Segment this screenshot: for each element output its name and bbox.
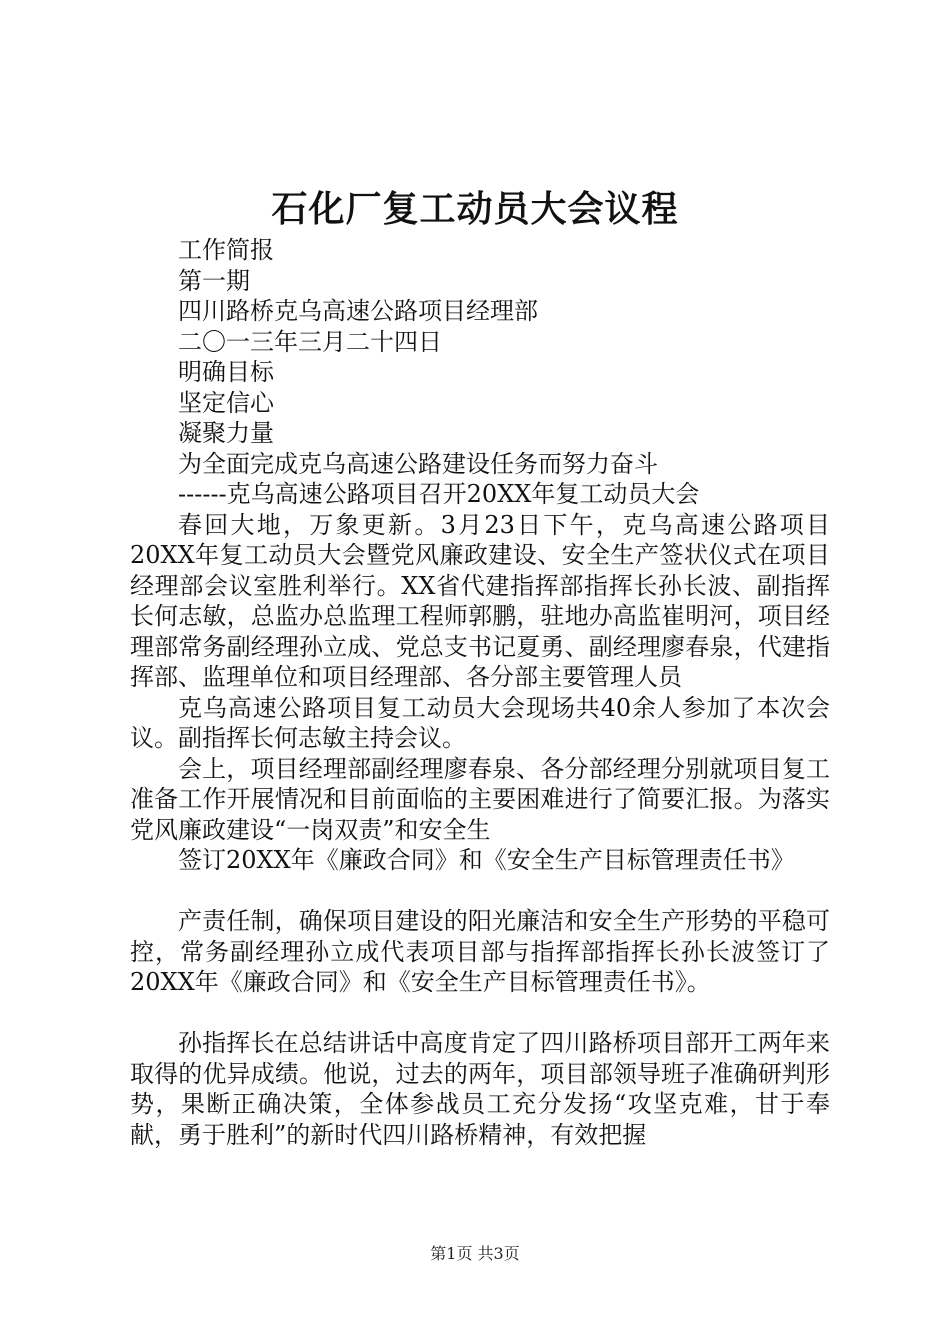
document-title: 石化厂复工动员大会议程 bbox=[271, 188, 679, 230]
paragraph-signing-caption: 签订20XX年《廉政合同》和《安全生产目标管理责任书》 bbox=[178, 846, 795, 874]
header-line-motto: 为全面完成克乌高速公路建设任务而努力奋斗 bbox=[178, 449, 658, 478]
paragraph-opening: 春回大地，万象更新。3月23日下午，克乌高速公路项目20XX年复工动员大会暨党风廉政建设、安全生产签状仪式在项目经理部会议室胜利举行。XX省代建指挥部指挥长孙长波、副指挥长何志敏，总监办总监理工程师郭鹏，驻地办高监崔明河，项目经理部常务副经理孙立成、党总支书记夏勇、副经理廖春泉，代建指挥部、监理单位和项目经理部、各分部主要管理人员 bbox=[130, 510, 830, 691]
paragraph-signing: 产责任制，确保项目建设的阳光廉洁和安全生产形势的平稳可控，常务副经理孙立成代表项目部与指挥部指挥长孙长波签订了20XX年《廉政合同》和《安全生产目标管理责任书》。 bbox=[130, 907, 830, 996]
header-line-subtitle: ------克乌高速公路项目召开20XX年复工动员大会 bbox=[178, 480, 700, 508]
header-line-organization: 四川路桥克乌高速公路项目经理部 bbox=[178, 297, 538, 325]
paragraph-report: 会上，项目经理部副经理廖春泉、各分部经理分别就项目复工准备工作开展情况和目前面临的主要困难进行了简要汇报。为落实党风廉政建设“一岗双责”和安全生 bbox=[130, 754, 830, 844]
spacer bbox=[130, 876, 830, 907]
page-footer: 第1页 共3页 bbox=[430, 1244, 520, 1263]
paragraph-attendance: 克乌高速公路项目复工动员大会现场共40余人参加了本次会议。副指挥长何志敏主持会议。 bbox=[130, 693, 830, 752]
document-body bbox=[130, 235, 830, 1150]
header-line-slogan-2: 坚定信心 bbox=[178, 388, 274, 417]
header-line-date: 二〇一三年三月二十四日 bbox=[178, 327, 442, 356]
header-line-slogan-3: 凝聚力量 bbox=[178, 419, 274, 447]
header-line-slogan-1: 明确目标 bbox=[178, 358, 274, 386]
header-line-bulletin: 工作简报 bbox=[178, 236, 274, 264]
paragraph-speech: 孙指挥长在总结讲话中高度肯定了四川路桥项目部开工两年来取得的优异成绩。他说，过去的两年，项目部领导班子准确研判形势，果断正确决策，全体参战员工充分发扬“攻坚克难，甘于奉献，勇于胜利”的新时代四川路桥精神，有效把握 bbox=[130, 1029, 830, 1149]
spacer bbox=[130, 998, 830, 1029]
header-line-issue: 第一期 bbox=[178, 266, 250, 295]
